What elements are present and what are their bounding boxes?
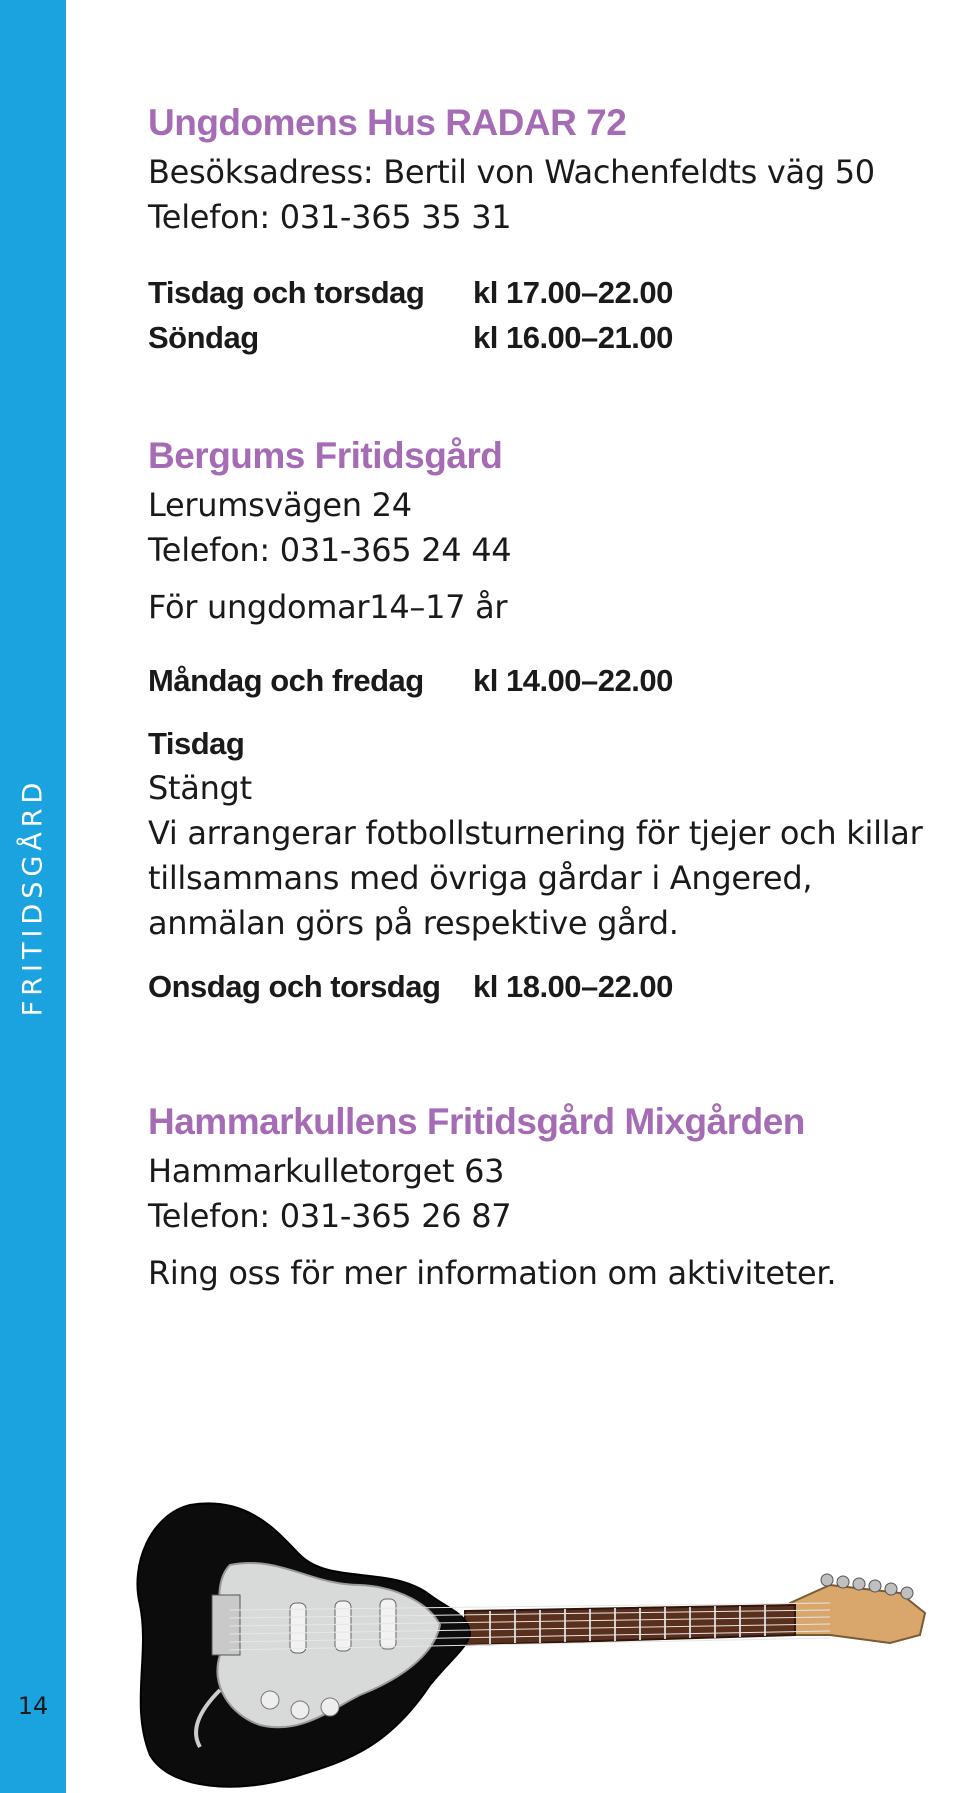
hours-time: kl 16.00–21.00 <box>473 320 673 355</box>
hammarkullen-title: Hammarkullens Fritidsgård Mixgården <box>148 1101 805 1142</box>
radar-address: Besöksadress: Bertil von Wachenfeldts väg 50 <box>148 153 875 191</box>
pickup-bridge <box>290 1603 306 1653</box>
hours-time: kl 18.00–22.00 <box>473 969 673 1004</box>
hours-time: kl 17.00–22.00 <box>473 275 673 310</box>
hammarkullen-address: Hammarkulletorget 63 <box>148 1152 505 1190</box>
guitar-bridge <box>212 1595 240 1655</box>
radar-phone: Telefon: 031-365 35 31 <box>148 198 512 236</box>
hours-day: Tisdag och torsdag <box>148 275 425 310</box>
radar-title: Ungdomens Hus RADAR 72 <box>148 102 627 143</box>
section-hammarkullen <box>148 1099 948 1296</box>
radar-hours-row <box>148 315 948 360</box>
tone-knob <box>291 1701 309 1719</box>
bergum-title: Bergums Fritidsgård <box>148 435 503 476</box>
page-number: 14 <box>17 1692 49 1720</box>
hammarkullen-info: Ring oss för mer information om aktiviteter. <box>148 1254 837 1292</box>
hours-day: Onsdag och torsdag <box>148 969 441 1004</box>
bergum-tuesday-status: Stängt <box>148 769 252 807</box>
hours-time: kl 14.00–22.00 <box>473 663 673 698</box>
bergum-tuesday-label: Tisdag <box>148 726 245 761</box>
bergum-address: Lerumsvägen 24 <box>148 486 412 524</box>
bergum-audience: För ungdomar14–17 år <box>148 588 508 626</box>
radar-hours-row <box>148 270 948 315</box>
section-label: FRITIDSGÅRD <box>17 777 49 1017</box>
sidebar-band <box>0 0 66 1793</box>
bergum-tuesday-note-1: Vi arrangerar fotbollsturnering för tjejer och killar <box>148 814 923 852</box>
radar-hours <box>148 270 948 360</box>
electric-guitar-icon <box>130 1485 930 1793</box>
volume-knob <box>261 1691 279 1709</box>
bergum-hours-row-1 <box>148 658 948 703</box>
section-radar <box>148 100 948 360</box>
bergum-phone: Telefon: 031-365 24 44 <box>148 531 512 569</box>
hammarkullen-phone: Telefon: 031-365 26 87 <box>148 1197 512 1235</box>
bergum-tuesday-note-2: tillsammans med övriga gårdar i Angered, <box>148 859 813 897</box>
tone-knob-2 <box>321 1698 339 1716</box>
bergum-tuesday-note-3: anmälan görs på respektive gård. <box>148 904 679 942</box>
hours-day: Måndag och fredag <box>148 663 424 698</box>
bergum-hours-row-2 <box>148 964 948 1009</box>
section-bergum <box>148 433 948 1009</box>
hours-day: Söndag <box>148 320 259 355</box>
